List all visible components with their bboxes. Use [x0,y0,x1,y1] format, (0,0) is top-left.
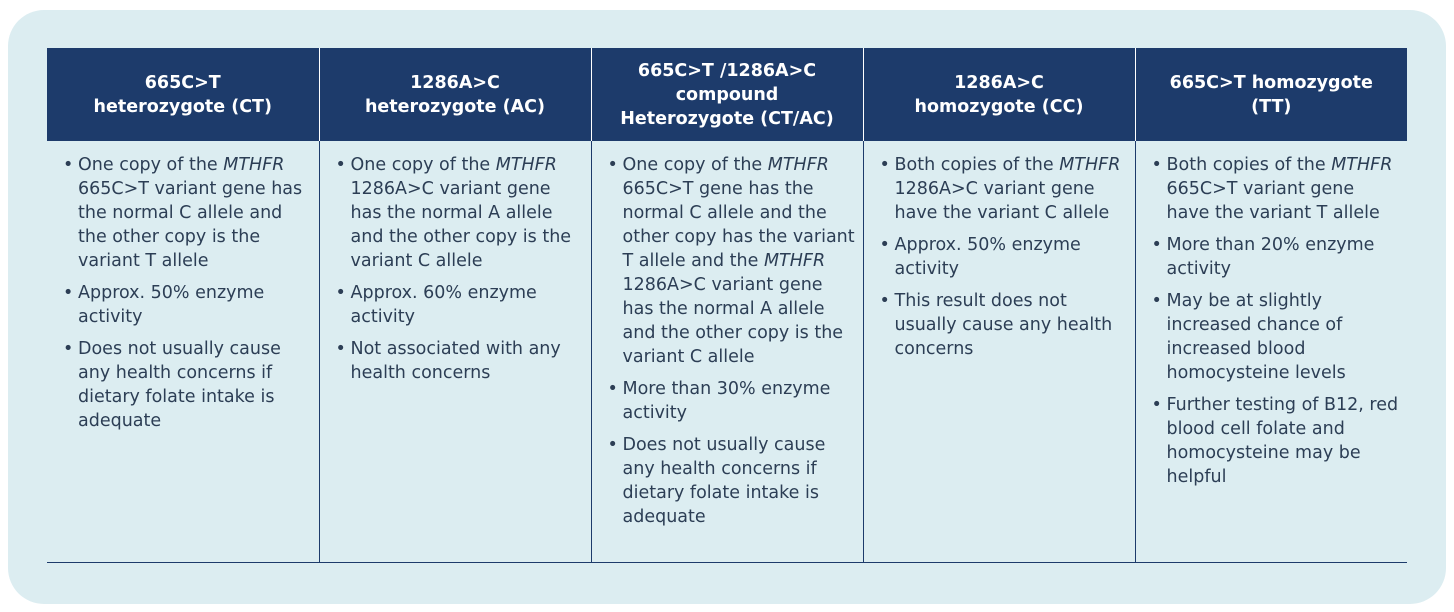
body-row [47,141,1407,562]
list-item: • Approx. 60% enzyme activity [336,281,585,329]
list-item: • May be at slightly increased chance of increased blood homocysteine levels [1152,289,1402,385]
list-item: • One copy of the MTHFR 665C>T variant gene has the normal C allele and the other copy is the variant T allele [63,153,313,273]
list-item: • One copy of the MTHFR 665C>T gene has the normal C allele and the other copy has the variant T allele and the MTHFR 1286A>C variant gene has the normal A allele and the other copy is the variant C allele [608,153,857,369]
bullet-list [880,153,1129,361]
list-item: • One copy of the MTHFR 1286A>C variant gene has the normal A allele and the other copy is the variant C allele [336,153,585,273]
list-item: • This result does not usually cause any health concerns [880,289,1129,361]
header-tt: 665C>T homozygote (TT) [1135,48,1407,141]
list-item: • Not associated with any health concerns [336,337,585,385]
list-item: • More than 30% enzyme activity [608,377,857,425]
list-item: • Does not usually cause any health concerns if dietary folate intake is adequate [608,433,857,529]
header-ct: 665C>T heterozygote (CT) [47,48,319,141]
mthfr-genotype-table [47,48,1407,563]
header-row [47,48,1407,141]
cell-ct-ac [591,141,863,562]
cell-tt [1135,141,1407,562]
list-item: • Approx. 50% enzyme activity [63,281,313,329]
header-ac: 1286A>C heterozygote (AC) [319,48,591,141]
bullet-list [608,153,857,529]
list-item: • Both copies of the MTHFR 1286A>C variant gene have the variant C allele [880,153,1129,225]
header-ct-ac: 665C>T /1286A>C compound Heterozygote (CT/AC) [591,48,863,141]
list-item: • Does not usually cause any health concerns if dietary folate intake is adequate [63,337,313,433]
cell-ac [319,141,591,562]
cell-cc [863,141,1135,562]
list-item: • More than 20% enzyme activity [1152,233,1402,281]
header-cc: 1286A>C homozygote (CC) [863,48,1135,141]
bullet-list [1152,153,1402,489]
bullet-list [336,153,585,385]
cell-ct [47,141,319,562]
list-item: • Further testing of B12, red blood cell folate and homocysteine may be helpful [1152,393,1402,489]
bullet-list [63,153,313,433]
list-item: • Approx. 50% enzyme activity [880,233,1129,281]
list-item: • Both copies of the MTHFR 665C>T variant gene have the variant T allele [1152,153,1402,225]
